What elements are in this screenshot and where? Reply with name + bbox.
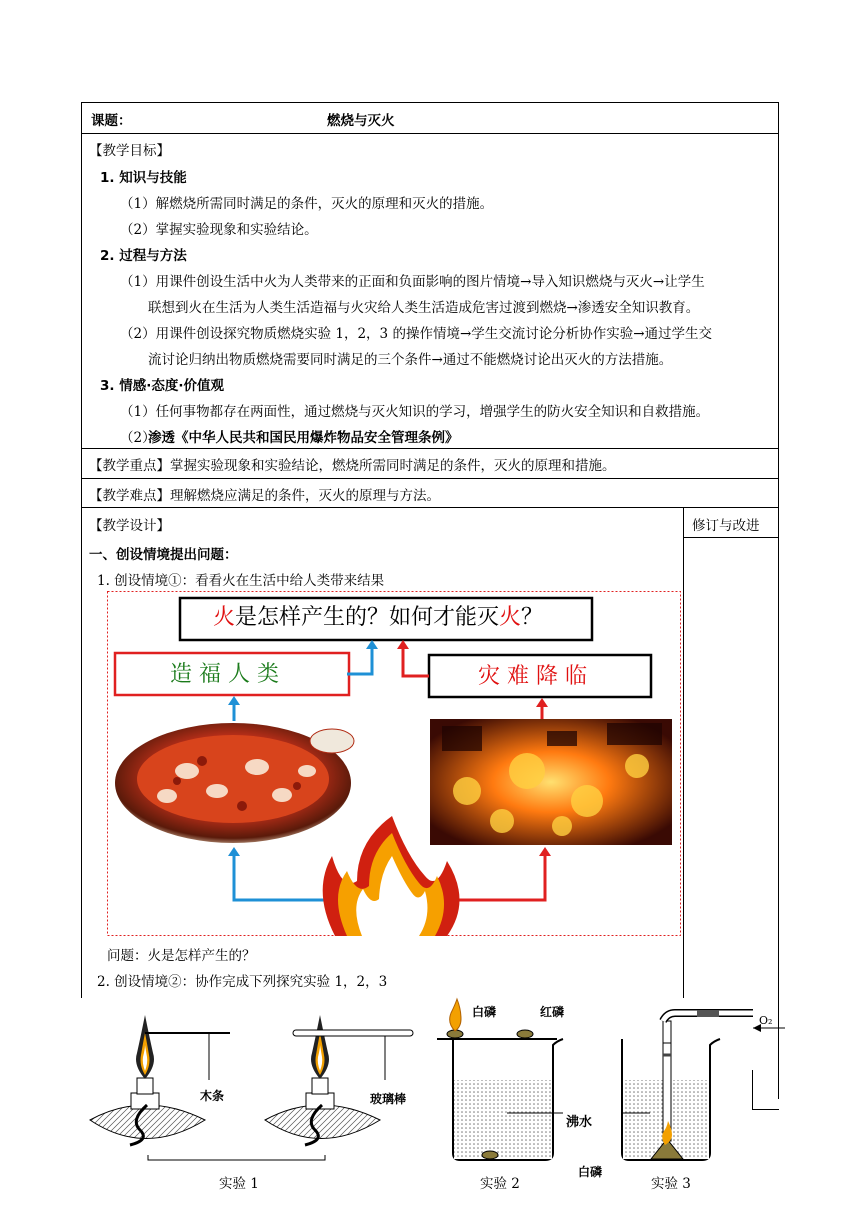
section-1-title: 一、创设情境提出问题： [89,547,238,563]
process-item-2b: 流讨论归纳出物质燃烧需要同时满足的三个条件→通过不能燃烧讨论出灭火的方法措施。 [148,352,673,368]
caption-experiment-1: 实验 1 [219,1176,259,1192]
table-left-border [81,102,82,998]
knowledge-title: 1. 知识与技能 [100,170,187,186]
label-white-phosphorus-2: 白磷 [578,1165,603,1179]
caption-experiment-2: 实验 2 [480,1176,520,1192]
table-top-border [81,102,779,103]
key-point: 【教学重点】掌握实验现象和实验结论，燃烧所需同时满足的条件，灭火的原理和措施。 [89,458,616,474]
side-col-underline [683,537,779,538]
row-divider-4 [81,507,779,508]
banner-question-end: ？ [521,605,544,630]
side-col-border [683,507,684,998]
alcohol-lamp-2 [265,1015,413,1145]
banner-question [213,604,543,632]
process-title: 2. 过程与方法 [100,248,187,264]
knowledge-item-2: （2）掌握实验现象和实验结论。 [120,222,318,238]
label-wood-stick: 木条 [200,1089,225,1103]
design-heading: 【教学设计】 [89,518,170,534]
banner-left-label: 造 福 人 类 [170,662,279,687]
table-right-border [778,102,779,1099]
label-boiling-water: 沸水 [566,1115,593,1130]
banner-fire-1: 火 [213,605,236,630]
side-heading: 修订与改进 [692,518,760,534]
knowledge-item-1: （1）解燃烧所需同时满足的条件，灭火的原理和灭火的措施。 [120,196,494,212]
subject-label: 课题： [91,113,132,129]
banner-question-mid: 是怎样产生的？如何才能灭 [235,605,500,630]
alcohol-lamp-1 [90,1015,230,1145]
situation-1: 1. 创设情境①：看看火在生活中给人类带来结果 [97,573,385,589]
process-item-1a: （1）用课件创设生活中火为人类带来的正面和负面影响的图片情境→导入知识燃烧与灭火→让学生 [120,274,705,290]
label-white-phosphorus: 白磷 [472,1005,497,1019]
emotion-item-2: 渗透《中华人民共和国民用爆炸物品安全管理条例》 [148,430,459,446]
process-item-1b: 联想到火在生活为人类生活造福与火灾给人类生活造成危害过渡到燃烧→渗透安全知识教育。 [148,300,700,316]
label-red-phosphorus: 红磷 [540,1005,565,1019]
emotion-item-2-prefix: （2） [120,430,156,446]
objectives-heading: 【教学目标】 [89,143,170,159]
row-divider-1 [81,133,779,134]
row-divider-3 [81,478,779,479]
question-text: 问题：火是怎样产生的？ [107,948,256,964]
emotion-title: 3. 情感·态度·价值观 [100,378,224,394]
label-oxygen: O₂ [759,1014,773,1027]
beaker-experiment-2 [437,999,563,1160]
banner-right-label: 灾 难 降 临 [478,664,587,689]
label-glass-rod: 玻璃棒 [370,1092,407,1106]
beaker-experiment-3 [621,1010,785,1160]
process-item-2a: （2）用课件创设探究物质燃烧实验 1，2，3 的操作情境→学生交流讨论分析协作实验→通过学生交 [120,326,713,342]
row-divider-2 [81,448,779,449]
banner-figure [107,591,681,936]
situation-2: 2. 创设情境②：协作完成下列探究实验 1，2，3 [97,974,388,990]
caption-experiment-3: 实验 3 [651,1176,691,1192]
difficulty: 【教学难点】理解燃烧应满足的条件，灭火的原理与方法。 [89,488,440,504]
page-title: 燃烧与灭火 [327,113,395,129]
banner-fire-2: 火 [499,605,522,630]
emotion-item-1: （1）任何事物都存在两面性，通过燃烧与灭火知识的学习，增强学生的防火安全知识和自救措施。 [120,404,710,420]
